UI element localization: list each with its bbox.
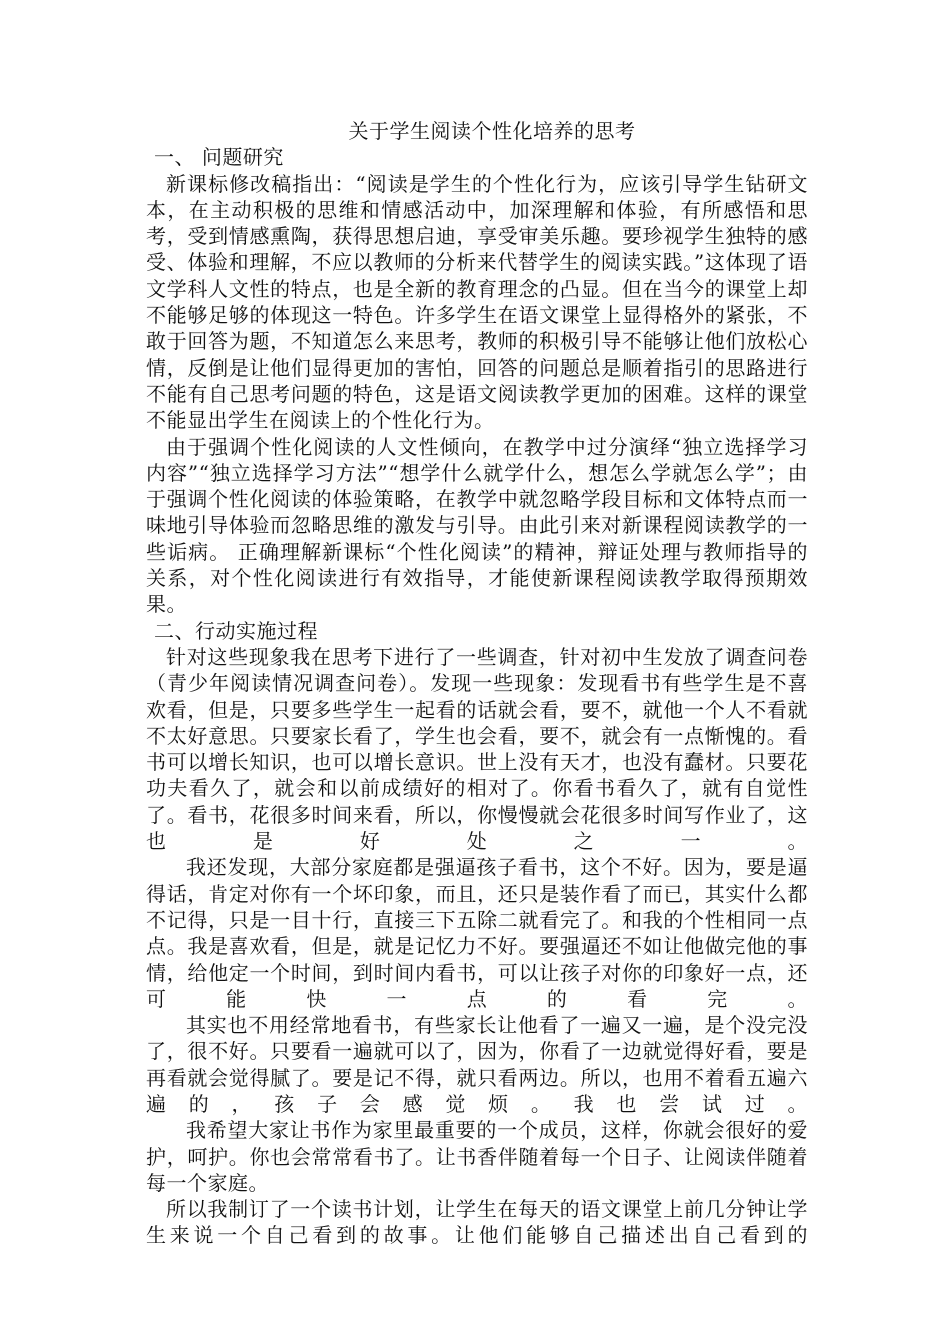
paragraph-6: 我希望大家让书作为家里最重要的一个成员，这样，你就会很好的爱护，呵护。你也会常常看书了。让书香伴随着每一个日子、让阅读伴随着每一个家庭。 bbox=[146, 1118, 808, 1195]
paragraph-1: 新课标修改稿指出：“阅读是学生的个性化行为，应该引导学生钻研文本，在主动积极的思维和情感活动中，加深理解和体验，有所感悟和思考，受到情感熏陶，获得思想启迪，享受审美乐趣。要珍视学生独特的感受、体验和理解，不应以教师的分析来代替学生的阅读实践。”这体现了语文学科人文性的特点，也是全新的教育理念的凸显。但在当今的课堂上却不能够足够的体现这一特色。许多学生在语文课堂上显得格外的紧张，不敢于回答为题，不知道怎么来思考，教师的积极引导不能够让他们放松心情，反倒是让他们显得更加的害怕，回答的问题总是顺着指引的思路进行不能有自己思考问题的特色，这是语文阅读教学更加的困难。这样的课堂不能显出学生在阅读上的个性化行为。 bbox=[146, 171, 808, 433]
document-title: 关于学生阅读个性化培养的思考 bbox=[348, 119, 636, 143]
paragraph-2: 由于强调个性化阅读的人文性倾向，在教学中过分演绎“独立选择学习内容”“独立选择学习方法”“想学什么就学什么，想怎么学就怎么学”；由于强调个性化阅读的体验策略，在教学中就忽略学段目标和文体特点而一味地引导体验而忽略思维的激发与引导。由此引来对新课程阅读教学的一些诟病。 正确理解新课标“个性化阅读”的精神，辩证处理与教师指导的关系，对个性化阅读进行有效指导，才能使新课程阅读教学取得预期效果。 bbox=[146, 434, 808, 617]
paragraph-4: 我还发现，大部分家庭都是强逼孩子看书，这个不好。因为，要是逼得话，肯定对你有一个坏印象，而且，还只是装作看了而已，其实什么都不记得，只是一目十行，直接三下五除二就看完了。和我的个性相同一点点。我是喜欢看，但是，就是记忆力不好。要强逼还不如让他做完他的事情，给他定一个时间，到时间内看书，可以让孩子对你的印象好一点，还可能快一点的看完。 bbox=[146, 855, 808, 1011]
document-page bbox=[146, 118, 808, 1249]
section-heading-problem-research: 一、 问题研究 bbox=[154, 145, 284, 170]
paragraph-7: 所以我制订了一个读书计划，让学生在每天的语文课堂上前几分钟让学生来说一个自己看到的故事。让他们能够自己描述出自己看到的 bbox=[146, 1197, 808, 1248]
section-heading-action-process: 二、行动实施过程 bbox=[154, 618, 318, 643]
paragraph-5: 其实也不用经常地看书，有些家长让他看了一遍又一遍，是个没完没了，很不好。只要看一遍就可以了，因为，你看了一边就觉得好看，要是再看就会觉得腻了。要是记不得，就只看两边。所以，也用不着看五遍六遍的，孩子会感觉烦。我也尝试过。 bbox=[146, 1013, 808, 1116]
paragraph-3: 针对这些现象我在思考下进行了一些调查，针对初中生发放了调查问卷（青少年阅读情况调查问卷）。发现一些现象：发现看书有些学生是不喜欢看，但是，只要多些学生一起看的话就会看，要不，就他一个人不看就不太好意思。只要家长看了，学生也会看，要不，就会有一点惭愧的。看书可以增长知识，也可以增长意识。世上没有天才，也没有蠢材。只要花功夫看久了，就会和以前成绩好的相对了。你看书看久了，就有自觉性了。看书，花很多时间来看，所以，你慢慢就会花很多时间写作业了，这也是好处之一。 bbox=[146, 644, 808, 854]
